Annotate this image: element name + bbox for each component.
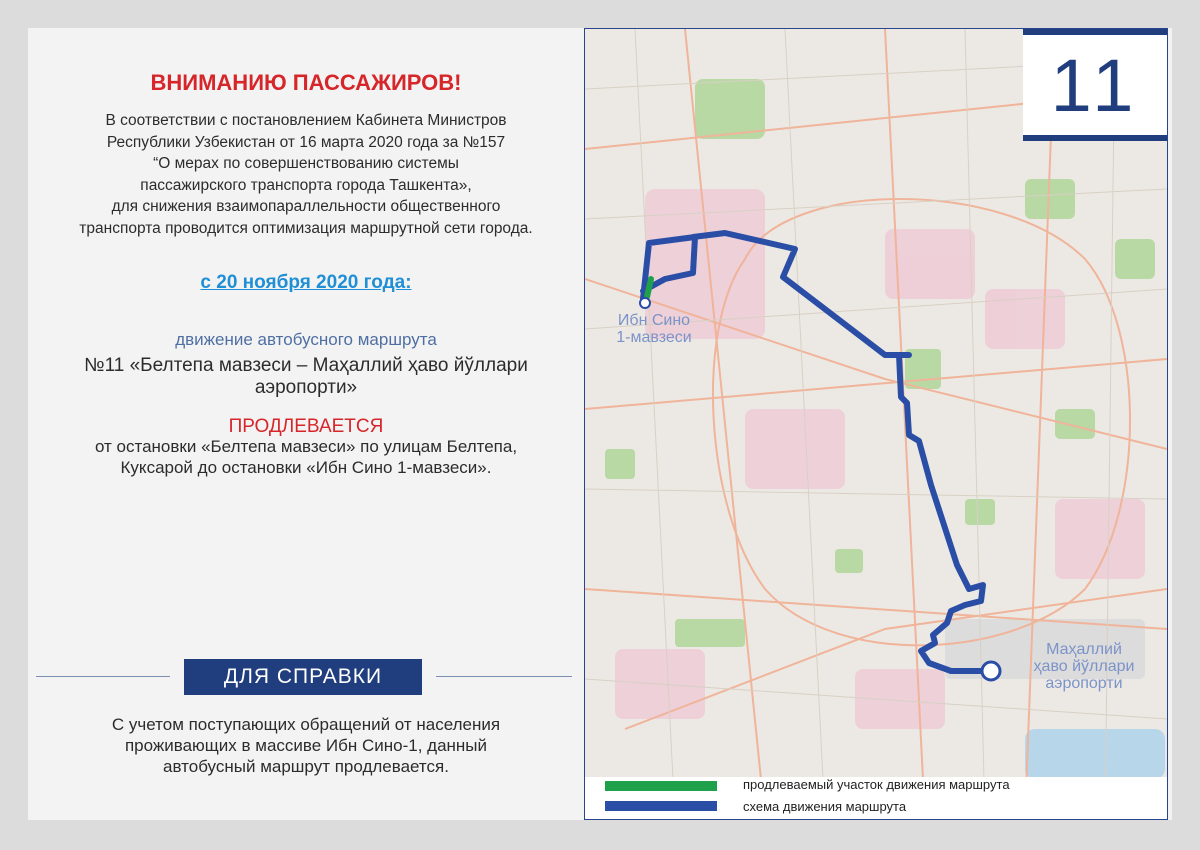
end-stop-label <box>1019 641 1149 692</box>
reference-text <box>48 714 564 777</box>
route-map <box>584 28 1168 820</box>
start-stop-line: Ибн Сино <box>617 312 691 329</box>
intro-line: “О мерах по совершенствованию системы <box>153 155 459 172</box>
notice-card <box>28 28 1172 820</box>
end-stop-line: ҳаво йўллари <box>1033 658 1135 675</box>
notice-intro <box>38 110 574 239</box>
legend-label-extension: продлеваемый участок движения маршрута <box>743 777 1010 792</box>
end-stop-line: аэропорти <box>1045 675 1123 692</box>
legend-swatch-extension <box>605 781 717 791</box>
divider-left <box>36 676 170 677</box>
reference-line: автобусный маршрут продлевается. <box>163 757 449 776</box>
end-stop-line: Маҳаллий <box>1046 641 1122 658</box>
intro-line: транспорта проводится оптимизация маршрутной сети города. <box>79 219 533 237</box>
route-number-box <box>1023 29 1167 141</box>
details-line: от остановки «Белтепа мавзеси» по улицам Белтепа, <box>94 437 518 456</box>
start-stop-marker <box>640 298 650 308</box>
legend-label-route: схема движения маршрута <box>743 799 907 814</box>
number-top-bar <box>1023 29 1167 35</box>
number-bottom-bar <box>1023 135 1167 141</box>
end-stop-marker <box>982 662 1000 680</box>
details-line: Куксарой до остановки «Ибн Сино 1-мавзеси». <box>120 458 492 477</box>
map-legend <box>585 777 1167 819</box>
movement-label: движение автобусного маршрута <box>175 330 437 349</box>
legend-swatch-route <box>605 801 717 811</box>
extended-label: ПРОДЛЕВАЕТСЯ <box>228 416 384 437</box>
route-extension <box>647 279 651 297</box>
intro-line: для снижения взаимопараллельности общественного <box>111 198 501 215</box>
reference-line: С учетом поступающих обращений от населения <box>111 715 501 734</box>
extension-details <box>28 436 584 478</box>
reference-line: проживающих в массиве Ибн Сино-1, данный <box>124 736 488 755</box>
route-number: 11 <box>1050 44 1140 127</box>
start-stop-label <box>599 312 709 346</box>
notice-title: ВНИМАНИЮ ПАССАЖИРОВ! <box>150 70 462 95</box>
divider-right <box>436 676 572 677</box>
route-name: №11 «Белтепа мавзеси – Маҳаллий ҳаво йўллари аэропорти» <box>84 355 528 398</box>
reference-button[interactable]: ДЛЯ СПРАВКИ <box>184 659 422 695</box>
intro-line: Республики Узбекистан от 16 марта 2020 года за №157 <box>106 133 506 151</box>
notice-panel <box>28 28 584 820</box>
intro-line: В соответствии с постановлением Кабинета Министров <box>105 112 507 129</box>
start-stop-line: 1-мавзеси <box>616 329 692 346</box>
intro-line: пассажирского транспорта города Ташкента», <box>140 176 472 194</box>
city-map <box>585 29 1167 819</box>
effective-date: с 20 ноября 2020 года: <box>200 272 412 293</box>
water <box>1025 729 1165 779</box>
